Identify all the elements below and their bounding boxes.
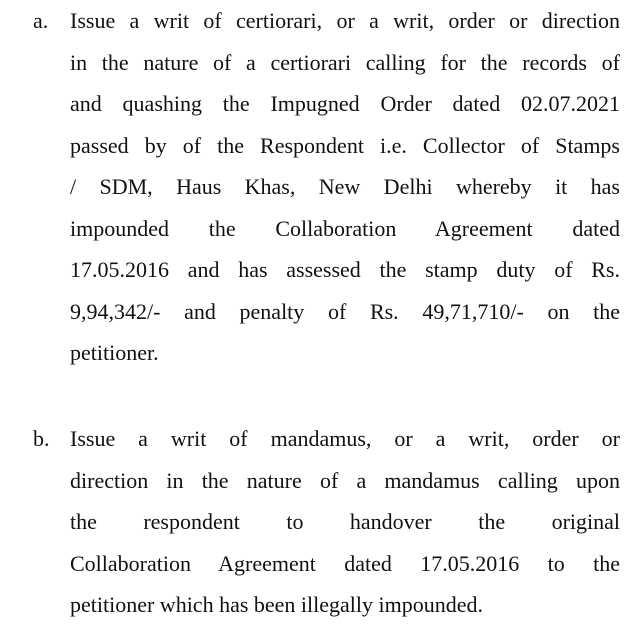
text-line: and quashing the Impugned Order dated 02.07.2021 [70,91,620,116]
text-line: Issue a writ of mandamus, or a writ, order or [70,426,620,451]
text-line: Collaboration Agreement dated 17.05.2016 to the [70,550,620,576]
text-line: / SDM, Haus Khas, New Delhi whereby it has [70,174,620,199]
text-line: passed by of the Respondent i.e. Collector of Stamps [70,132,620,158]
text-line: 17.05.2016 and has assessed the stamp duty of Rs. [70,257,620,282]
text-line: the respondent to handover the original [70,509,620,534]
text-line: petitioner. [70,340,159,365]
text-line: impounded the Collaboration Agreement dated [70,215,620,241]
text-line: petitioner which has been illegally impounded. [70,592,484,617]
prayer-text [70,418,620,626]
prayer-text [70,0,620,374]
text-line: Issue a writ of certiorari, or a writ, order or direction [70,8,620,33]
prayer-marker: a. [33,8,49,33]
text-line: direction in the nature of a mandamus calling upon [70,467,620,493]
text-line: 9,94,342/- and penalty of Rs. 49,71,710/- on the [70,298,620,324]
text-line: in the nature of a certiorari calling for the records of [70,49,620,75]
prayer-marker: b. [33,426,50,451]
